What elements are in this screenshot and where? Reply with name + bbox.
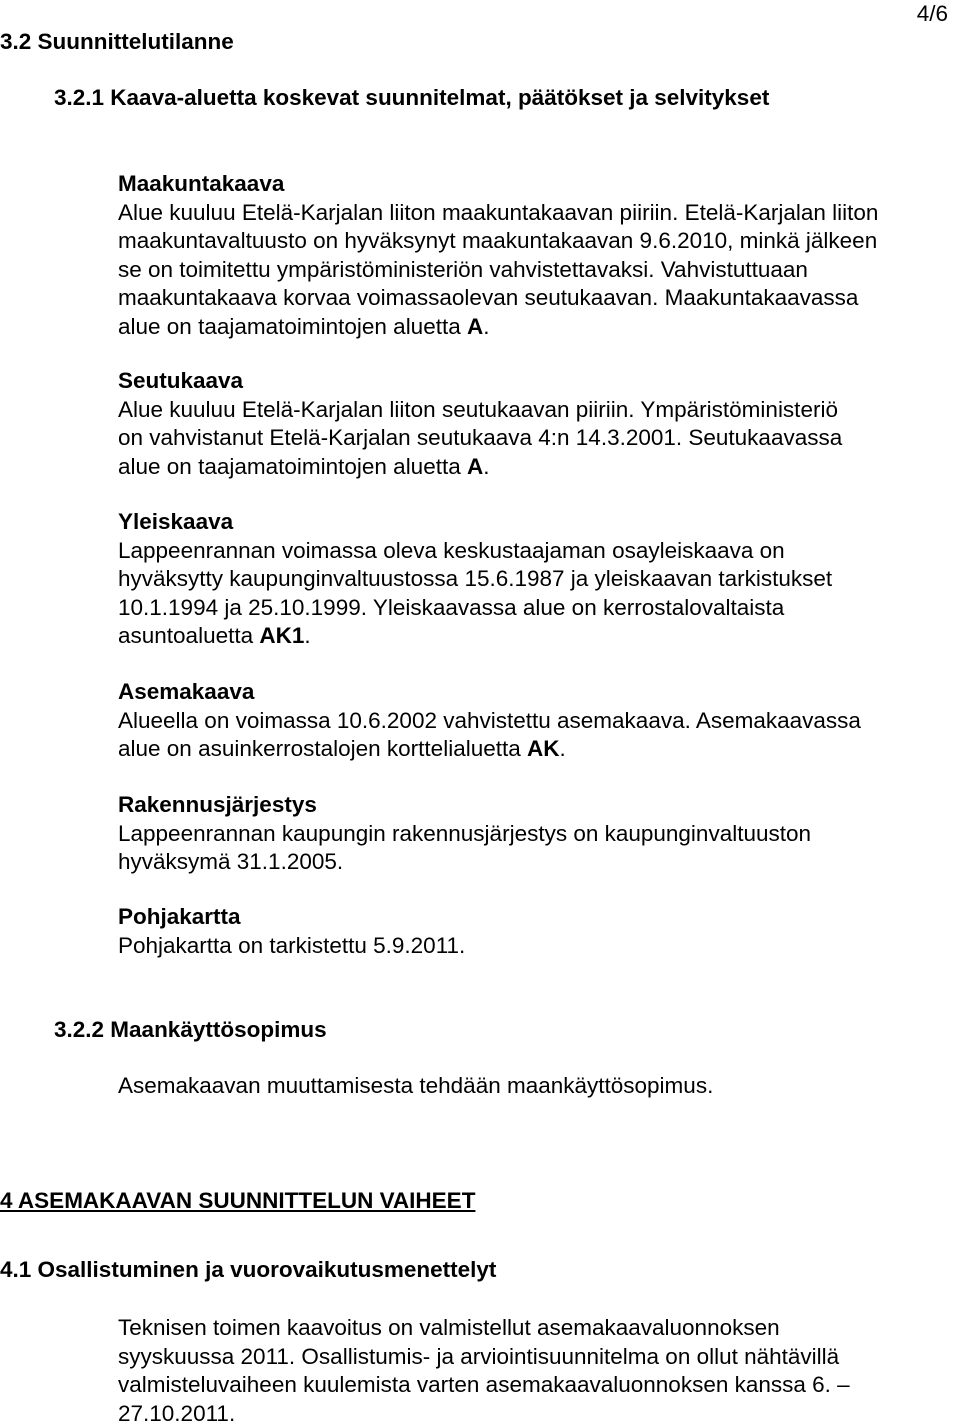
paragraph-line: maakuntakaava korvaa voimassaolevan seutukaavan. Maakuntakaavassa	[118, 285, 859, 311]
line-end: .	[304, 623, 311, 649]
paragraph-line	[118, 622, 918, 651]
zone-code: AK1	[259, 623, 305, 649]
zone-code: A	[466, 453, 484, 479]
paragraph-line	[118, 453, 918, 482]
section-osallistuminen	[118, 1314, 918, 1428]
line-text: alue on taajamatoimintojen aluetta	[118, 313, 467, 339]
paragraph-line: 10.1.1994 ja 25.10.1999. Yleiskaavassa alue on kerrostalovaltaista	[118, 594, 785, 620]
paragraph-line: Pohjakartta on tarkistettu 5.9.2011.	[118, 932, 466, 958]
zone-code: AK	[527, 736, 560, 762]
line-end: .	[483, 313, 490, 339]
page-number: 4/6	[916, 1, 948, 26]
paragraph-line: syyskuussa 2011. Osallistumis- ja arviointisuunnitelma on ollut nähtävillä	[118, 1343, 840, 1369]
paragraph-line: Lappeenrannan voimassa oleva keskustaajaman osayleiskaava on	[118, 537, 785, 563]
section-title: Asemakaava	[118, 679, 255, 704]
line-end: .	[559, 736, 566, 762]
line-end: .	[483, 453, 490, 479]
section-title: Pohjakartta	[118, 904, 241, 929]
paragraph-line: Alue kuuluu Etelä-Karjalan liiton seutukaavan piiriin. Ympäristöministeriö	[118, 396, 838, 422]
heading-3-2-2: 3.2.2 Maankäyttösopimus	[54, 1017, 327, 1042]
paragraph-line: Teknisen toimen kaavoitus on valmistellut asemakaavaluonnoksen	[118, 1315, 780, 1340]
paragraph-line: Alueella on voimassa 10.6.2002 vahvistettu asemakaava. Asemakaavassa	[118, 707, 861, 733]
maankayttosopimus-text: Asemakaavan muuttamisesta tehdään maankäyttösopimus.	[118, 1073, 714, 1098]
paragraph-line: Alue kuuluu Etelä-Karjalan liiton maakuntakaavan piiriin. Etelä-Karjalan liiton	[118, 199, 879, 225]
paragraph-line: hyväksytty kaupunginvaltuustossa 15.6.1987 ja yleiskaavan tarkistukset	[118, 566, 833, 592]
heading-3-2: 3.2 Suunnittelutilanne	[0, 29, 234, 54]
paragraph-line	[118, 313, 918, 342]
zone-code: A	[466, 313, 484, 339]
paragraph-line: valmisteluvaiheen kuulemista varten asemakaavaluonnoksen kanssa 6. –	[118, 1372, 850, 1398]
heading-3-2-1: 3.2.1 Kaava-aluetta koskevat suunnitelmat, päätökset ja selvitykset	[54, 85, 770, 110]
paragraph-line: hyväksymä 31.1.2005.	[118, 849, 344, 875]
heading-4-1: 4.1 Osallistuminen ja vuorovaikutusmenettelyt	[0, 1257, 497, 1282]
paragraph-line: 27.10.2011.	[118, 1400, 236, 1426]
section-maakuntakaava	[118, 170, 918, 342]
section-asemakaava	[118, 678, 918, 764]
paragraph-line	[118, 735, 918, 764]
paragraph-line: se on toimitettu ympäristöministeriön vahvistettavaksi. Vahvistuttuaan	[118, 256, 808, 282]
paragraph-line: on vahvistanut Etelä-Karjalan seutukaava 4:n 14.3.2001. Seutukaavassa	[118, 425, 843, 451]
section-yleiskaava	[118, 508, 918, 651]
line-text: asuntoaluetta	[118, 623, 260, 649]
paragraph-line: maakuntavaltuusto on hyväksynyt maakuntakaavan 9.6.2010, minkä jälkeen	[118, 228, 878, 254]
line-text: alue on taajamatoimintojen aluetta	[118, 453, 467, 479]
paragraph-line: Lappeenrannan kaupungin rakennusjärjestys on kaupunginvaltuuston	[118, 820, 812, 846]
section-rakennusjarjestys	[118, 791, 918, 877]
section-title: Maakuntakaava	[118, 171, 285, 196]
line-text: alue on asuinkerrostalojen korttelialuetta	[118, 736, 527, 762]
heading-4: 4 ASEMAKAAVAN SUUNNITTELUN VAIHEET	[0, 1188, 476, 1213]
section-title: Yleiskaava	[118, 509, 234, 534]
section-title: Rakennusjärjestys	[118, 792, 317, 817]
section-pohjakartta	[118, 903, 918, 960]
section-title: Seutukaava	[118, 368, 244, 393]
section-seutukaava	[118, 367, 918, 481]
